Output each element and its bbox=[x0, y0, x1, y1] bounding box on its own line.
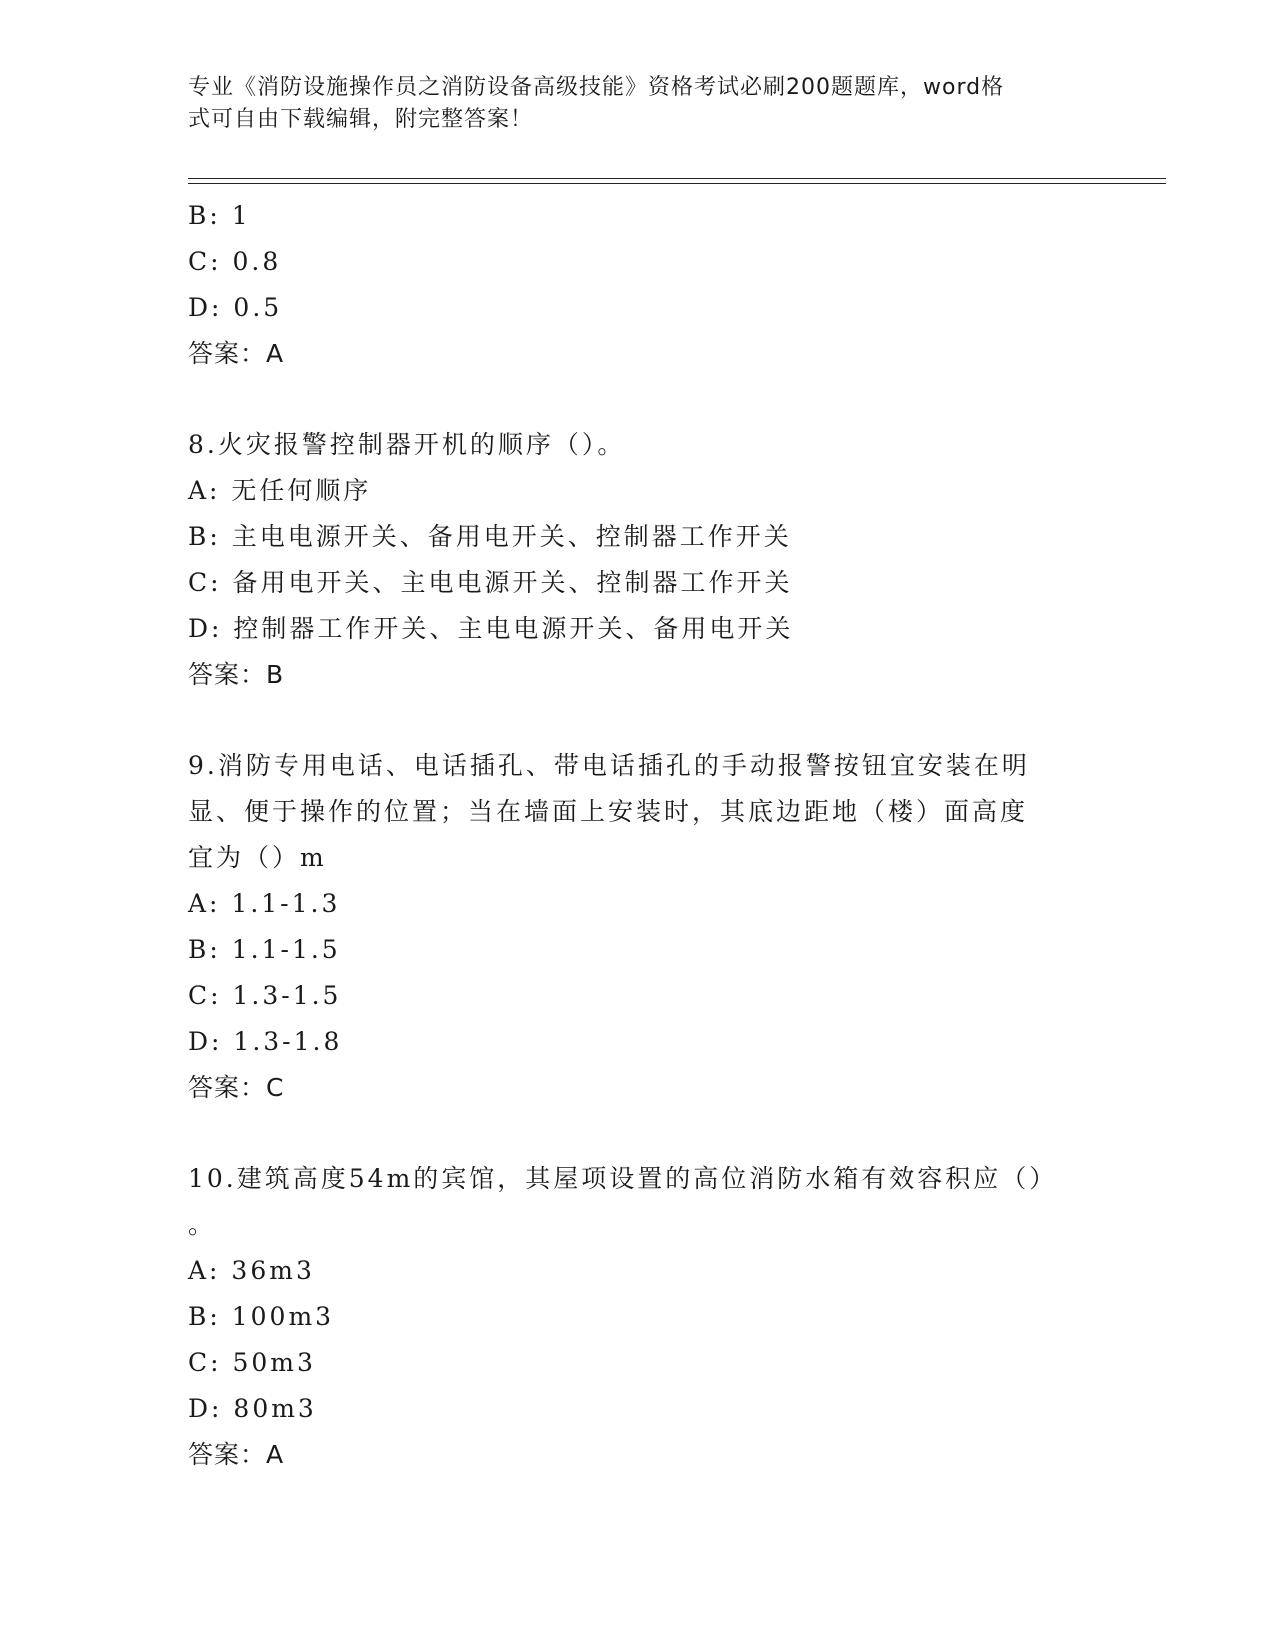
question-text: 宜为（）m bbox=[188, 843, 327, 872]
question-text: 10.建筑高度54m的宾馆，其屋项设置的高位消防水箱有效容积应（） bbox=[188, 1164, 1058, 1193]
question-list bbox=[188, 193, 1088, 1478]
question-text: 。 bbox=[188, 1210, 217, 1239]
option-d: D: 控制器工作开关、主电电源开关、备用电开关 bbox=[188, 614, 794, 643]
option-d: D: 80m3 bbox=[188, 1394, 317, 1423]
option-b: B: 1 bbox=[188, 201, 251, 230]
document-header bbox=[188, 72, 1068, 136]
answer: 答案：C bbox=[188, 1073, 285, 1102]
option-b: B: 1.1-1.5 bbox=[188, 935, 341, 964]
header-line-1: 专业《消防设施操作员之消防设备高级技能》资格考试必刷200题题库，word格 bbox=[188, 75, 1005, 100]
option-b: B: 100m3 bbox=[188, 1302, 335, 1331]
question-7-continued bbox=[188, 193, 1088, 377]
answer: 答案：A bbox=[188, 1440, 285, 1469]
option-a: A: 36m3 bbox=[188, 1256, 315, 1285]
question-10 bbox=[188, 1156, 1088, 1478]
option-a: A: 1.1-1.3 bbox=[188, 889, 341, 918]
option-c: C: 0.8 bbox=[188, 247, 282, 276]
spacer bbox=[188, 1111, 1088, 1156]
question-text: 显、便于操作的位置；当在墙面上安装时，其底边距地（楼）面高度 bbox=[188, 797, 1029, 826]
option-c: C: 备用电开关、主电电源开关、控制器工作开关 bbox=[188, 568, 793, 597]
answer: 答案：A bbox=[188, 339, 285, 368]
header-divider-bottom bbox=[188, 183, 1166, 184]
option-b: B: 主电电源开关、备用电开关、控制器工作开关 bbox=[188, 522, 792, 551]
option-d: D: 1.3-1.8 bbox=[188, 1027, 343, 1056]
option-a: A: 无任何顺序 bbox=[188, 476, 372, 505]
question-9 bbox=[188, 743, 1088, 1111]
question-8 bbox=[188, 422, 1088, 698]
spacer bbox=[188, 698, 1088, 743]
question-text: 9.消防专用电话、电话插孔、带电话插孔的手动报警按钮宜安装在明 bbox=[188, 751, 1030, 780]
header-divider-top bbox=[188, 178, 1166, 179]
option-c: C: 1.3-1.5 bbox=[188, 981, 342, 1010]
question-text: 8.火灾报警控制器开机的顺序（）。 bbox=[188, 430, 626, 459]
answer: 答案：B bbox=[188, 660, 285, 689]
spacer bbox=[188, 377, 1088, 422]
option-d: D: 0.5 bbox=[188, 293, 283, 322]
header-line-2: 式可自由下载编辑，附完整答案！ bbox=[188, 107, 534, 132]
option-c: C: 50m3 bbox=[188, 1348, 316, 1377]
